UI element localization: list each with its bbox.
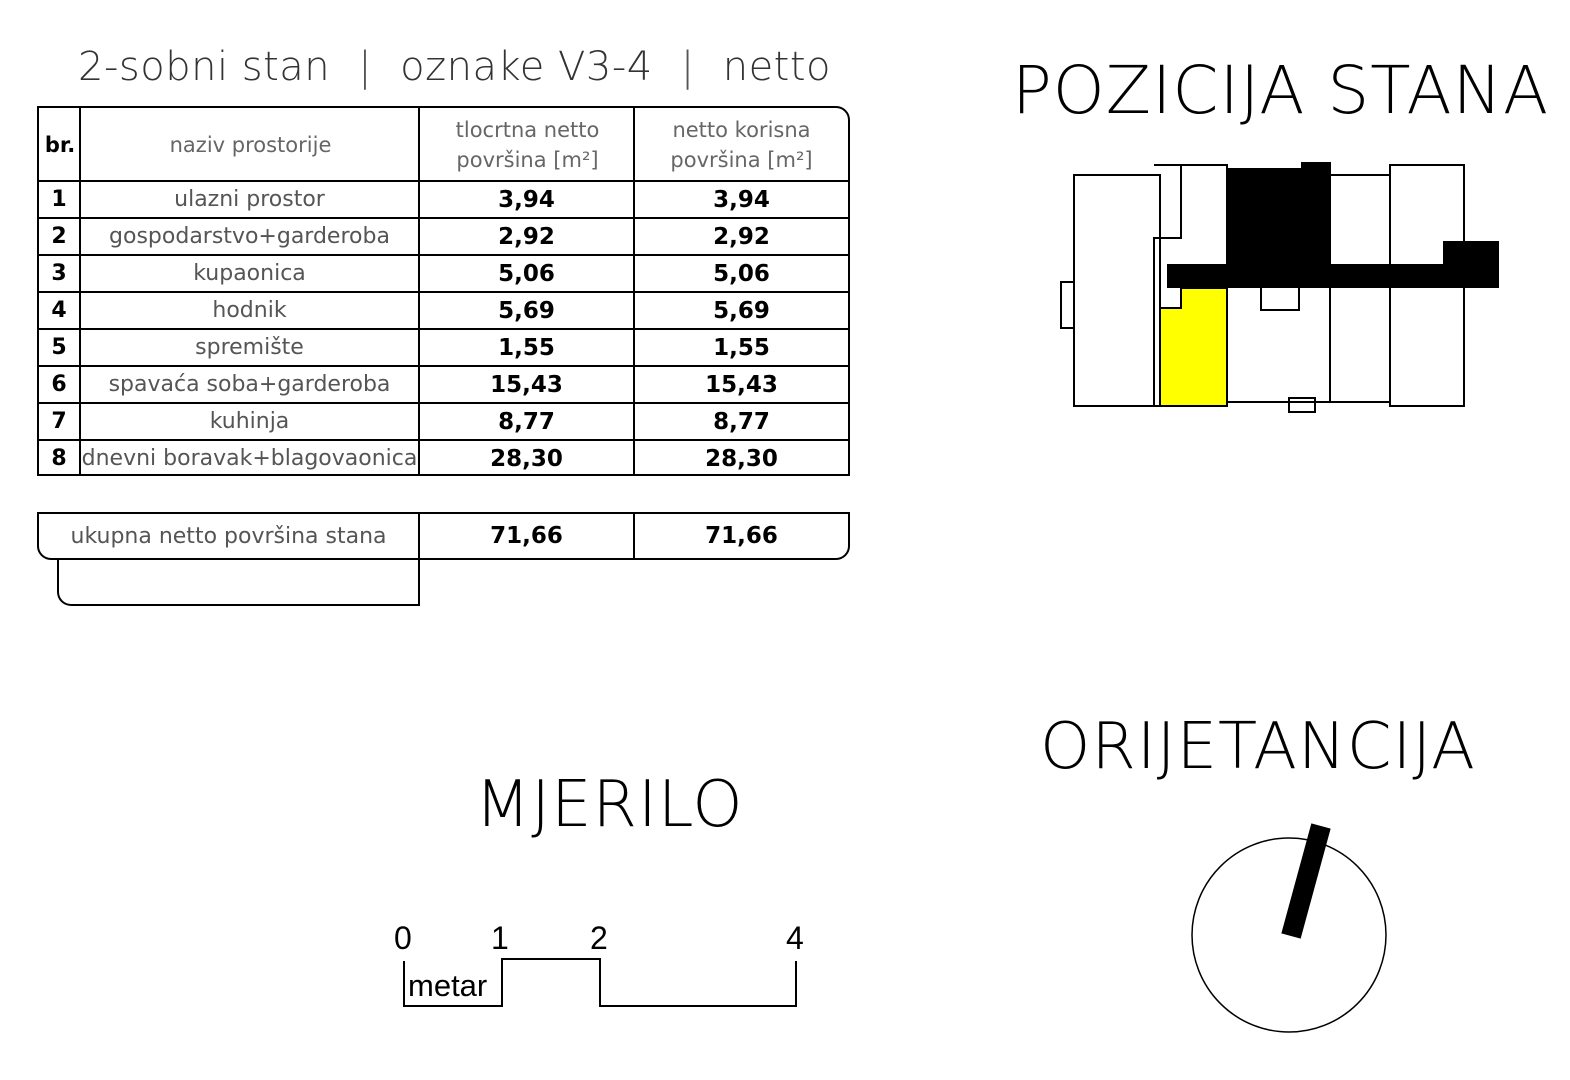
building-wing-outline — [1261, 286, 1299, 310]
room-usable-area: 3,94 — [713, 186, 770, 213]
building-core-block — [1301, 162, 1331, 266]
room-usable-area: 1,55 — [713, 334, 770, 361]
scale-unit-label: metar — [408, 968, 488, 1003]
room-usable-area: 28,30 — [705, 445, 778, 472]
room-floor-area: 5,69 — [498, 297, 555, 324]
scale-bar — [398, 955, 802, 1011]
building-core-block — [1227, 168, 1303, 266]
room-name: hodnik — [212, 298, 287, 323]
building-key-plan — [1055, 158, 1505, 418]
unit-label: oznake V3-4 — [400, 44, 653, 90]
room-name: kuhinja — [209, 409, 290, 434]
total-label: ukupna netto površina stana — [70, 523, 387, 549]
scale-title: MJERILO — [475, 768, 744, 842]
room-number: 4 — [51, 298, 67, 323]
room-name: dnevni boravak+blagovaonica — [81, 446, 418, 471]
room-name: ulazni prostor — [174, 187, 325, 212]
room-number: 2 — [51, 224, 67, 249]
room-number: 8 — [51, 446, 67, 471]
total-table-tab — [57, 558, 420, 606]
room-usable-area: 5,69 — [713, 297, 770, 324]
header-separator: | — [680, 44, 695, 90]
orientation-compass — [1185, 820, 1395, 1040]
total-floor-area: 71,66 — [490, 523, 563, 549]
room-number: 3 — [51, 261, 67, 286]
building-wing-outline — [1061, 282, 1074, 328]
room-number: 6 — [51, 372, 67, 397]
header-separator: | — [358, 44, 373, 90]
scale-tick-label: 1 — [491, 920, 509, 956]
room-usable-area: 8,77 — [713, 408, 770, 435]
room-area-table — [37, 106, 850, 476]
room-name: kupaonica — [193, 261, 306, 286]
room-floor-area: 8,77 — [498, 408, 555, 435]
orientation-title: ORIJETANCIJA — [1040, 710, 1476, 784]
north-arrow-icon — [1291, 826, 1321, 936]
room-floor-area: 28,30 — [490, 445, 563, 472]
room-name: gospodarstvo+garderoba — [109, 224, 390, 249]
room-floor-area: 1,55 — [498, 334, 555, 361]
room-number: 7 — [51, 409, 67, 434]
room-name: spavaća soba+garderoba — [108, 372, 391, 397]
total-usable-area: 71,66 — [705, 523, 778, 549]
building-wing-outline — [1330, 175, 1390, 402]
plan-header — [78, 44, 868, 100]
room-number: 5 — [51, 335, 67, 360]
room-usable-area: 15,43 — [705, 371, 778, 398]
header-room-name: naziv prostorije — [169, 133, 332, 157]
scale-tick-label: 0 — [394, 920, 412, 956]
unit-type: 2-sobni stan — [78, 44, 331, 90]
room-floor-area: 5,06 — [498, 260, 555, 287]
total-area-table — [37, 512, 850, 560]
scale-tick-label: 2 — [590, 920, 608, 956]
room-usable-area: 5,06 — [713, 260, 770, 287]
room-floor-area: 2,92 — [498, 223, 555, 250]
apartment-position-highlight — [1160, 288, 1227, 406]
building-wing-outline — [1074, 175, 1160, 406]
position-title: POZICIJA STANA — [1012, 52, 1550, 129]
building-core-block — [1443, 241, 1499, 286]
area-type: netto — [722, 44, 832, 90]
room-name: spremište — [195, 335, 304, 360]
room-number: 1 — [51, 187, 67, 212]
header-floor-area: tlocrtna netto površina [m²] — [455, 118, 600, 172]
header-number: br. — [44, 133, 76, 157]
room-floor-area: 15,43 — [490, 371, 563, 398]
header-usable-area: netto korisna površina [m²] — [670, 118, 813, 172]
room-usable-area: 2,92 — [713, 223, 770, 250]
room-floor-area: 3,94 — [498, 186, 555, 213]
scale-tick-label: 4 — [786, 920, 804, 956]
building-wing-outline — [1289, 398, 1315, 412]
scale-bar-line — [404, 959, 796, 1006]
